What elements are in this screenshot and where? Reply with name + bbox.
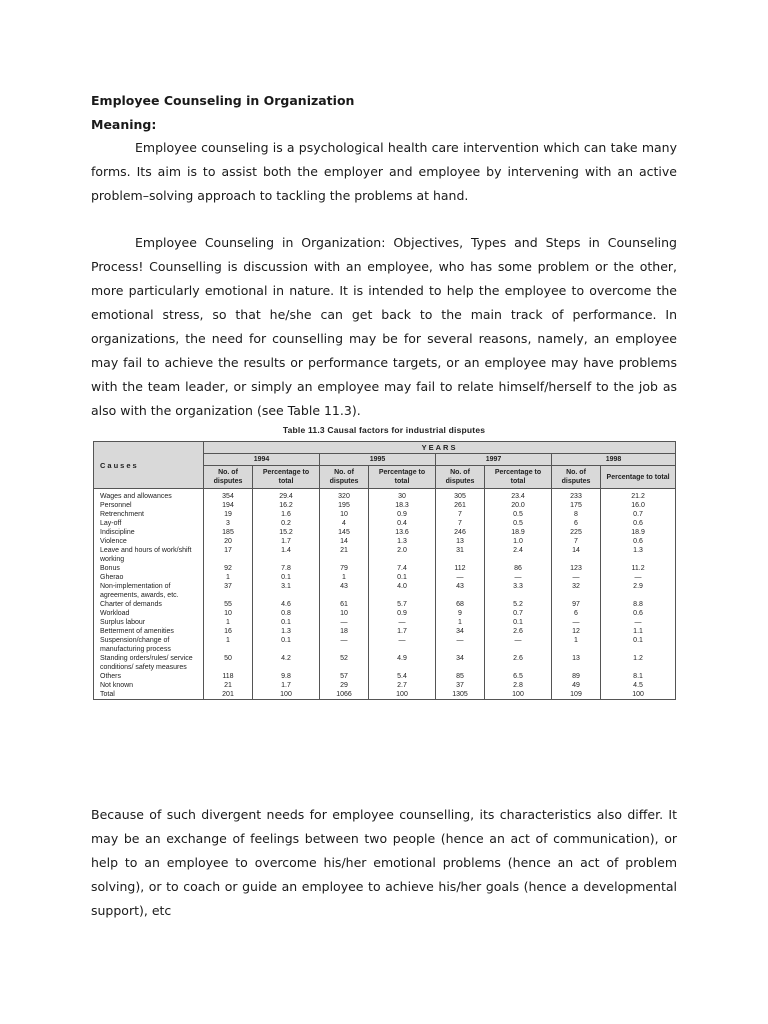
percent-cell: 1.3: [601, 546, 676, 564]
disputes-cell: 261: [436, 501, 485, 510]
percent-cell: 29.4: [253, 489, 320, 502]
percent-cell: 13.6: [369, 528, 436, 537]
percent-cell: 0.1: [253, 573, 320, 582]
disputes-cell: 12: [552, 627, 601, 636]
percent-cell: 2.6: [485, 654, 552, 672]
disputes-cell: 89: [552, 672, 601, 681]
percent-cell: —: [601, 573, 676, 582]
percent-cell: 2.8: [485, 681, 552, 690]
cause-cell: Total: [94, 690, 204, 700]
percent-cell: 5.2: [485, 600, 552, 609]
disputes-cell: 55: [204, 600, 253, 609]
disputes-cell: —: [320, 636, 369, 654]
percent-cell: 1.7: [369, 627, 436, 636]
disputes-table: [93, 441, 676, 700]
disputes-cell: 21: [320, 546, 369, 564]
disputes-cell: 123: [552, 564, 601, 573]
percent-cell: 0.1: [253, 618, 320, 627]
disputes-cell: 34: [436, 654, 485, 672]
disputes-cell: 29: [320, 681, 369, 690]
paragraph-meaning: [91, 136, 677, 208]
disputes-cell: 79: [320, 564, 369, 573]
cause-cell: Wages and allowances: [94, 489, 204, 502]
disputes-cell: 19: [204, 510, 253, 519]
disputes-cell: 43: [320, 582, 369, 600]
disputes-cell: 7: [552, 537, 601, 546]
percent-cell: 18.3: [369, 501, 436, 510]
disputes-cell: 20: [204, 537, 253, 546]
percent-cell: 1.6: [253, 510, 320, 519]
percent-cell: 3.3: [485, 582, 552, 600]
disputes-cell: 7: [436, 519, 485, 528]
percent-cell: 2.6: [485, 627, 552, 636]
percent-cell: —: [369, 636, 436, 654]
percent-cell: 18.9: [601, 528, 676, 537]
table-row: [94, 510, 676, 519]
table-row: [94, 528, 676, 537]
percent-cell: 9.8: [253, 672, 320, 681]
disputes-cell: 85: [436, 672, 485, 681]
disputes-cell: 194: [204, 501, 253, 510]
cause-cell: Surplus labour: [94, 618, 204, 627]
percent-cell: 2.0: [369, 546, 436, 564]
disputes-cell: 4: [320, 519, 369, 528]
percent-cell: 1.7: [253, 537, 320, 546]
percent-cell: 100: [601, 690, 676, 700]
col-header-disputes: No. of disputes: [320, 466, 369, 489]
percent-cell: 7.8: [253, 564, 320, 573]
years-header: YEARS: [204, 442, 676, 454]
percent-cell: 3.1: [253, 582, 320, 600]
percent-cell: 30: [369, 489, 436, 502]
disputes-cell: 14: [552, 546, 601, 564]
cause-cell: Lay-off: [94, 519, 204, 528]
percent-cell: 16.2: [253, 501, 320, 510]
cause-cell: Standing orders/rules/ service conditions/ safety measures: [94, 654, 204, 672]
table-figure: [91, 425, 677, 797]
disputes-cell: 246: [436, 528, 485, 537]
percent-cell: —: [485, 573, 552, 582]
table-row: [94, 519, 676, 528]
cause-cell: Charter of demands: [94, 600, 204, 609]
disputes-cell: 31: [436, 546, 485, 564]
disputes-cell: 175: [552, 501, 601, 510]
cause-cell: Others: [94, 672, 204, 681]
percent-cell: 0.9: [369, 609, 436, 618]
table-row: [94, 681, 676, 690]
section-heading-meaning: Meaning:: [91, 117, 157, 132]
col-header-percent: Percentage to total: [485, 466, 552, 489]
disputes-cell: 1305: [436, 690, 485, 700]
cause-cell: Personnel: [94, 501, 204, 510]
percent-cell: 0.1: [253, 636, 320, 654]
disputes-cell: 61: [320, 600, 369, 609]
col-header-disputes: No. of disputes: [552, 466, 601, 489]
disputes-cell: 10: [204, 609, 253, 618]
percent-cell: 4.2: [253, 654, 320, 672]
table-row: [94, 627, 676, 636]
percent-cell: 4.5: [601, 681, 676, 690]
year-header: 1995: [320, 454, 436, 466]
percent-cell: 0.7: [485, 609, 552, 618]
percent-cell: 1.3: [253, 627, 320, 636]
disputes-cell: 1: [204, 618, 253, 627]
disputes-cell: 17: [204, 546, 253, 564]
percent-cell: 8.8: [601, 600, 676, 609]
disputes-cell: 21: [204, 681, 253, 690]
percent-cell: 1.4: [253, 546, 320, 564]
paragraph-characteristics: Because of such divergent needs for employee counselling, its characteristics also differ. It may be an exchange of feelings between two people (hence an act of communication), or help to an employee to overcome his/her emotional problems (hence an act of problem solving), or to coach or guide an employee to achieve his/her goals (hence a developmental support), etc: [91, 807, 677, 918]
disputes-cell: 320: [320, 489, 369, 502]
percent-cell: 4.9: [369, 654, 436, 672]
year-header: 1998: [552, 454, 676, 466]
disputes-cell: 9: [436, 609, 485, 618]
disputes-cell: 10: [320, 510, 369, 519]
table-row: [94, 564, 676, 573]
disputes-cell: 57: [320, 672, 369, 681]
disputes-cell: 50: [204, 654, 253, 672]
cause-cell: Workload: [94, 609, 204, 618]
percent-cell: 5.4: [369, 672, 436, 681]
col-header-percent: Percentage to total: [369, 466, 436, 489]
cause-cell: Bonus: [94, 564, 204, 573]
table-row: [94, 690, 676, 700]
disputes-cell: 233: [552, 489, 601, 502]
percent-cell: —: [601, 618, 676, 627]
percent-cell: 0.8: [253, 609, 320, 618]
disputes-cell: 97: [552, 600, 601, 609]
percent-cell: 0.2: [253, 519, 320, 528]
percent-cell: 1.1: [601, 627, 676, 636]
disputes-cell: 225: [552, 528, 601, 537]
disputes-cell: 43: [436, 582, 485, 600]
table-row: [94, 636, 676, 654]
percent-cell: 100: [253, 690, 320, 700]
table-row: [94, 618, 676, 627]
percent-cell: 20.0: [485, 501, 552, 510]
table-row: [94, 654, 676, 672]
cause-cell: Not known: [94, 681, 204, 690]
percent-cell: —: [369, 618, 436, 627]
disputes-cell: 13: [436, 537, 485, 546]
disputes-cell: 1: [320, 573, 369, 582]
disputes-cell: 32: [552, 582, 601, 600]
percent-cell: 0.1: [369, 573, 436, 582]
percent-cell: 5.7: [369, 600, 436, 609]
disputes-cell: 201: [204, 690, 253, 700]
cause-cell: Betterment of amenities: [94, 627, 204, 636]
table-caption: Table 11.3 Causal factors for industrial disputes: [282, 425, 486, 435]
disputes-cell: 6: [552, 609, 601, 618]
percent-cell: 0.5: [485, 510, 552, 519]
percent-cell: 16.0: [601, 501, 676, 510]
percent-cell: 0.6: [601, 537, 676, 546]
table-row: [94, 573, 676, 582]
col-header-percent: Percentage to total: [253, 466, 320, 489]
col-header-percent: Percentage to total: [601, 466, 676, 489]
disputes-cell: 354: [204, 489, 253, 502]
disputes-cell: —: [552, 573, 601, 582]
disputes-cell: —: [436, 573, 485, 582]
percent-cell: 0.6: [601, 609, 676, 618]
table-row: [94, 537, 676, 546]
cause-cell: Violence: [94, 537, 204, 546]
percent-cell: 86: [485, 564, 552, 573]
disputes-cell: 1066: [320, 690, 369, 700]
percent-cell: 8.1: [601, 672, 676, 681]
disputes-cell: 52: [320, 654, 369, 672]
cause-cell: Leave and hours of work/shift working: [94, 546, 204, 564]
year-header: 1994: [204, 454, 320, 466]
disputes-cell: 37: [204, 582, 253, 600]
percent-cell: —: [485, 636, 552, 654]
cause-cell: Gherao: [94, 573, 204, 582]
percent-cell: 0.5: [485, 519, 552, 528]
percent-cell: 100: [485, 690, 552, 700]
percent-cell: 23.4: [485, 489, 552, 502]
causes-header: Causes: [94, 442, 204, 489]
table-row: [94, 582, 676, 600]
disputes-cell: 145: [320, 528, 369, 537]
percent-cell: 0.6: [601, 519, 676, 528]
percent-cell: 0.4: [369, 519, 436, 528]
disputes-cell: 16: [204, 627, 253, 636]
percent-cell: 2.4: [485, 546, 552, 564]
percent-cell: 4.6: [253, 600, 320, 609]
percent-cell: 2.7: [369, 681, 436, 690]
table-row: [94, 609, 676, 618]
disputes-cell: 7: [436, 510, 485, 519]
cause-cell: Suspension/change of manufacturing process: [94, 636, 204, 654]
table-row: [94, 672, 676, 681]
disputes-cell: 18: [320, 627, 369, 636]
disputes-cell: 1: [436, 618, 485, 627]
disputes-cell: 109: [552, 690, 601, 700]
percent-cell: 4.0: [369, 582, 436, 600]
disputes-cell: 1: [552, 636, 601, 654]
percent-cell: 0.1: [485, 618, 552, 627]
disputes-cell: 1: [204, 573, 253, 582]
table-row: [94, 489, 676, 502]
disputes-cell: 49: [552, 681, 601, 690]
percent-cell: 18.9: [485, 528, 552, 537]
percent-cell: 1.0: [485, 537, 552, 546]
percent-cell: 0.7: [601, 510, 676, 519]
percent-cell: 21.2: [601, 489, 676, 502]
table-row: [94, 546, 676, 564]
percent-cell: 7.4: [369, 564, 436, 573]
percent-cell: 0.9: [369, 510, 436, 519]
percent-cell: 2.9: [601, 582, 676, 600]
disputes-cell: —: [436, 636, 485, 654]
paragraph-2-text: Employee Counseling in Organization: Objectives, Types and Steps in Counseling Process! Counselling is discussion with an employee, who has some problem or the other, more particularly emotional in nature. It is intended to help the employee to overcome the emotional stress, so that he/she can get back to the main track of performance. In organizations, the need for counselling may be for several reasons, namely, an employee may fail to achieve the results or performance targets, or an employee may have problems with the team leader, or simply an employee may fail to relate himself/herself to the job as also with the organization (see Table 11.3).: [91, 235, 677, 418]
percent-cell: 0.1: [601, 636, 676, 654]
cause-cell: Non-implementation of agreements, awards, etc.: [94, 582, 204, 600]
paragraph-1-text: Employee counseling is a psychological health care intervention which can take many forms. Its aim is to assist both the employer and employee by intervening with an active problem–solving approach to tackling the problems at hand.: [91, 140, 677, 203]
cause-cell: Indiscipline: [94, 528, 204, 537]
disputes-cell: 305: [436, 489, 485, 502]
disputes-cell: 34: [436, 627, 485, 636]
percent-cell: 1.2: [601, 654, 676, 672]
disputes-cell: 3: [204, 519, 253, 528]
disputes-cell: 112: [436, 564, 485, 573]
paragraph-objectives: [91, 231, 677, 423]
percent-cell: 6.5: [485, 672, 552, 681]
disputes-cell: 14: [320, 537, 369, 546]
col-header-disputes: No. of disputes: [436, 466, 485, 489]
disputes-cell: 118: [204, 672, 253, 681]
table-row: [94, 501, 676, 510]
percent-cell: 15.2: [253, 528, 320, 537]
disputes-cell: 1: [204, 636, 253, 654]
table-body: [94, 489, 676, 700]
disputes-cell: —: [552, 618, 601, 627]
percent-cell: 1.7: [253, 681, 320, 690]
disputes-cell: 92: [204, 564, 253, 573]
percent-cell: 1.3: [369, 537, 436, 546]
disputes-cell: 68: [436, 600, 485, 609]
disputes-cell: 8: [552, 510, 601, 519]
disputes-cell: —: [320, 618, 369, 627]
table-row: [94, 600, 676, 609]
percent-cell: 100: [369, 690, 436, 700]
year-header: 1997: [436, 454, 552, 466]
disputes-cell: 10: [320, 609, 369, 618]
disputes-cell: 6: [552, 519, 601, 528]
cause-cell: Retrenchment: [94, 510, 204, 519]
disputes-cell: 185: [204, 528, 253, 537]
document-title: Employee Counseling in Organization: [91, 93, 355, 108]
percent-cell: 11.2: [601, 564, 676, 573]
col-header-disputes: No. of disputes: [204, 466, 253, 489]
disputes-cell: 37: [436, 681, 485, 690]
disputes-cell: 13: [552, 654, 601, 672]
disputes-cell: 195: [320, 501, 369, 510]
